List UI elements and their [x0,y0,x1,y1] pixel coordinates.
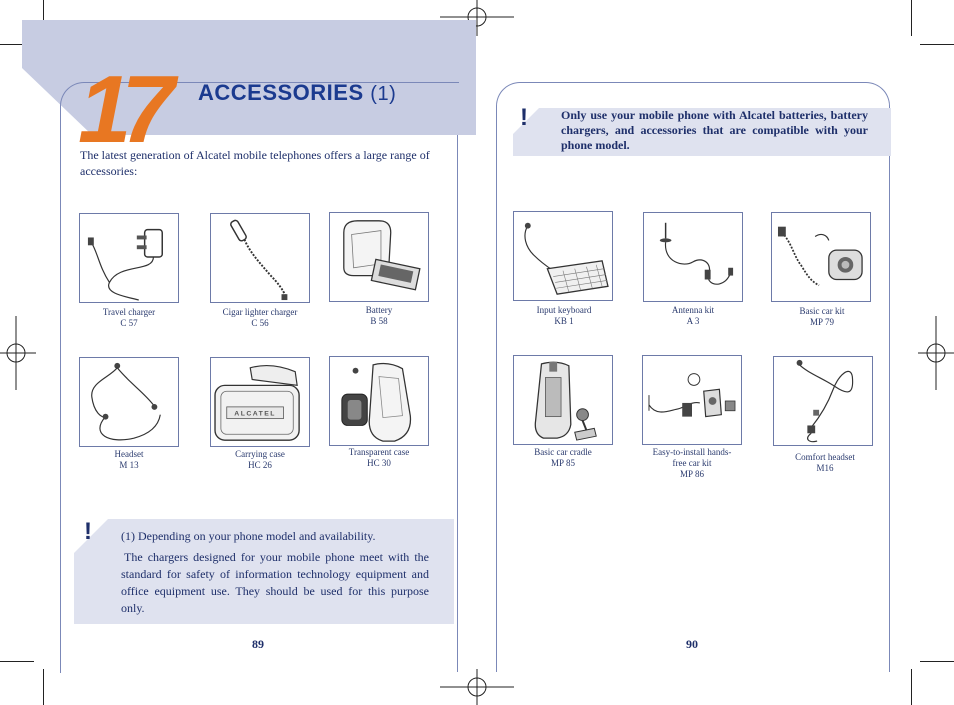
accessory-name: Input keyboard [536,305,592,315]
warning-icon: ! [520,104,528,131]
page-title-note: (1) [370,83,397,105]
accessory-name: Headset [114,449,144,459]
page-number: 89 [252,637,264,651]
accessory-code: A 3 [686,316,700,326]
accessory-name: Carrying case [235,449,285,459]
headset-image [79,357,179,447]
accessory-label [632,447,752,480]
warning-icon: ! [84,518,92,545]
accessory-code: M 13 [119,460,139,470]
accessory-label [504,305,624,327]
accessory-label [69,307,189,329]
accessory-name: Travel charger [102,307,156,317]
accessory-code: C 56 [251,318,269,328]
carrying-case-icon [211,358,309,446]
accessory-code: KB 1 [554,316,574,326]
chapter-number: 17 [78,56,165,163]
accessory-code: MP 85 [551,458,575,468]
crop-mark [0,661,34,662]
accessory-name: Basic car kit [799,306,845,316]
accessory-name: Easy-to-install hands-free car kit [652,447,732,468]
input-keyboard-icon [514,212,612,300]
basic-car-kit-icon [772,213,870,301]
accessory-label [200,449,320,471]
compliance-note-text [121,528,429,621]
crop-mark [43,669,44,705]
basic-car-kit-image [771,212,871,302]
accessory-name: Comfort headset [795,452,855,462]
crop-mark [911,0,912,36]
registration-mark-icon [0,316,36,390]
accessory-label [200,307,320,329]
battery-icon [330,213,428,301]
transparent-case-image [329,356,429,446]
antenna-kit-icon [644,213,742,301]
comfort-headset-image [773,356,873,446]
accessory-code: MP 79 [810,317,834,327]
accessory-name: Cigar lighter charger [222,307,298,317]
page-title-text: ACCESSORIES [198,80,364,105]
page-title [198,80,396,106]
registration-mark-icon [918,316,954,390]
accessory-name: Battery [365,305,393,315]
accessory-code: M16 [816,463,834,473]
input-keyboard-image [513,211,613,301]
compatibility-note-text: Only use your mobile phone with Alcatel batteries, battery chargers, and accessories that are compatible with your phone model. [561,108,868,152]
crop-mark [920,44,954,45]
intro-text: The latest generation of Alcatel mobile telephones offers a large range of accessories: [80,148,430,178]
case-brand-text: ALCATEL [234,410,276,418]
accessory-label [319,305,439,327]
accessory-name: Transparent case [348,447,410,457]
accessory-label [765,452,885,474]
headset-icon [80,358,178,446]
hands-free-car-kit-icon [643,356,741,444]
accessory-label [633,305,753,327]
accessory-label [762,306,882,328]
accessory-code: HC 26 [248,460,272,470]
accessory-label [69,449,189,471]
cigar-lighter-charger-image [210,213,310,303]
accessory-code: MP 86 [680,469,704,479]
hands-free-car-kit-image [642,355,742,445]
note-line-standard: The chargers designed for your mobile phone meet with the standard for safety of information technology equipment and office equipment use. They should be used for this purpose only. [121,550,429,615]
car-cradle-icon [514,356,612,444]
transparent-case-icon [330,357,428,445]
accessory-name: Basic car cradle [534,447,592,457]
registration-mark-icon [440,669,514,705]
crop-mark [920,661,954,662]
note-line-availability: (1) Depending on your phone model and availability. [121,529,376,543]
accessory-code: HC 30 [367,458,391,468]
left-page-frame-edge [457,135,458,672]
crop-mark [911,669,912,705]
accessory-label [503,447,623,469]
cigar-lighter-charger-icon [211,214,309,302]
travel-charger-icon [80,214,178,302]
accessory-name: Antenna kit [671,305,715,315]
page-number: 90 [686,637,698,651]
battery-image [329,212,429,302]
antenna-kit-image [643,212,743,302]
comfort-headset-icon [774,357,872,445]
accessory-code: C 57 [120,318,138,328]
accessory-code: B 58 [370,316,388,326]
carrying-case-image [210,357,310,447]
accessory-label [319,447,439,469]
travel-charger-image [79,213,179,303]
car-cradle-image [513,355,613,445]
